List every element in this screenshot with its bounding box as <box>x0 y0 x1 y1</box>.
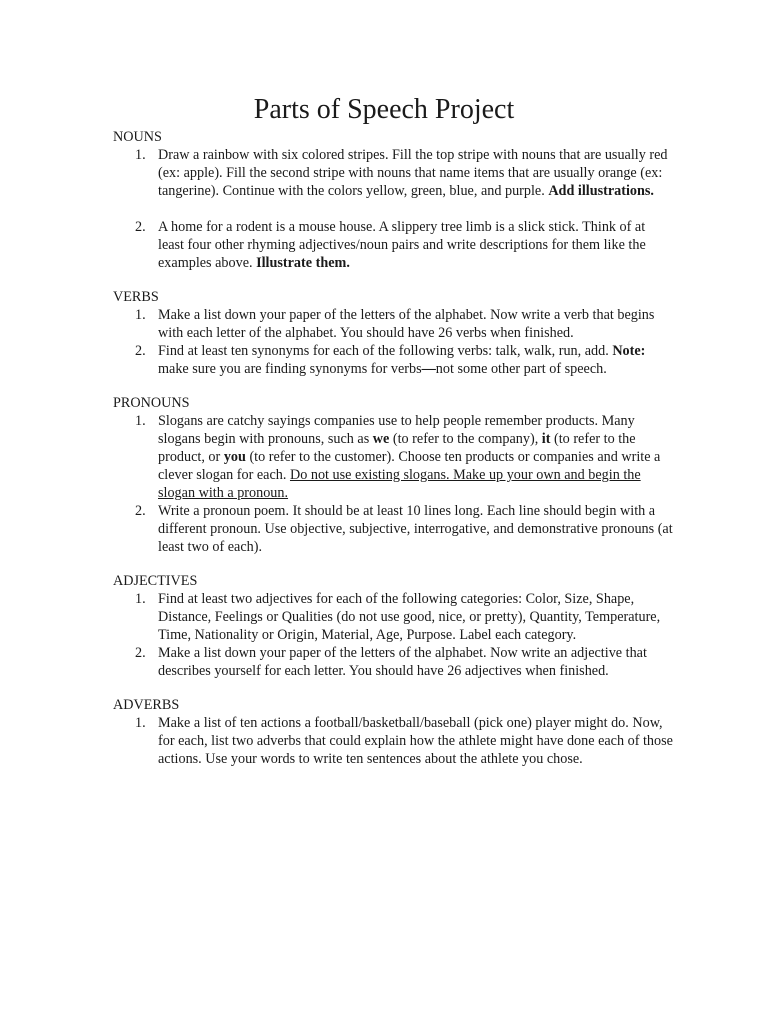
item-text: Find at least ten synonyms for each of the following verbs: talk, walk, run, add. <box>158 343 613 359</box>
list-item <box>113 146 673 200</box>
item-text: (to refer to the company), <box>389 431 542 447</box>
nouns-list <box>113 146 673 272</box>
item-number: 1. <box>135 591 146 607</box>
item-number: 1. <box>135 715 146 731</box>
item-text: Make a list of ten actions a football/basketball/baseball (pick one) player might do. Now, for each, list two adverbs that could explain how the athlete might have done each of those actions. Use your words to write ten sentences about the athlete you chose. <box>158 715 673 767</box>
item-text: Find at least two adjectives for each of the following categories: Color, Size, Shape, Distance, Feelings or Qualities (do not use good, nice, or pretty), Quantity, Temperature, Time, Nationality or Origin, Material, Age, Purpose. Label each category. <box>158 591 661 643</box>
item-text: Draw a rainbow with six colored stripes. Fill the top stripe with nouns that are usually red (ex: apple). Fill the second stripe with nouns that name items that are usually orange (ex: tangerine). Continue with the colors yellow, green, blue, and purple. <box>158 147 668 199</box>
adjectives-list <box>113 590 673 680</box>
item-number: 2. <box>135 645 146 661</box>
item-emphasis: — <box>421 361 436 377</box>
item-underlined-text: Do not use existing slogans. Make up your own and begin the slogan with a pronoun. <box>158 467 641 501</box>
adverbs-list <box>113 714 673 768</box>
item-text: Slogans are catchy sayings companies use to help people remember products. Many slogans begin with pronouns, such as <box>158 413 635 447</box>
item-emphasis: you <box>223 449 246 465</box>
list-item <box>113 412 673 502</box>
list-item <box>113 306 673 342</box>
list-item <box>113 644 673 680</box>
section-heading-adverbs: ADVERBS <box>113 697 180 713</box>
item-emphasis: Note: <box>612 343 646 359</box>
section-verbs <box>113 288 673 378</box>
item-number: 2. <box>135 219 146 235</box>
item-number: 2. <box>135 503 146 519</box>
item-emphasis: we <box>372 431 390 447</box>
item-number: 1. <box>135 413 146 429</box>
section-nouns <box>113 128 673 272</box>
item-emphasis: it <box>541 431 551 447</box>
item-text: A home for a rodent is a mouse house. A slippery tree limb is a slick stick. Think of at least four other rhyming adjectives/noun pairs and write descriptions for them like the examples above. <box>158 219 646 271</box>
item-text: (to refer to the customer). Choose ten products or companies and write a clever slogan for each. <box>158 449 661 483</box>
section-adverbs <box>113 696 673 768</box>
item-text: not some other part of speech. <box>435 361 607 377</box>
list-item <box>113 218 673 272</box>
item-emphasis: Illustrate them. <box>256 255 350 271</box>
list-item <box>113 502 673 556</box>
list-item <box>113 342 673 378</box>
verbs-list <box>113 306 673 378</box>
item-text: Make a list down your paper of the letters of the alphabet. Now write an adjective that describes yourself for each letter. You should have 26 adjectives when finished. <box>158 645 647 679</box>
item-text: (to refer to the product, or <box>158 431 636 465</box>
section-heading-verbs: VERBS <box>113 289 159 305</box>
page-title: Parts of Speech Project <box>253 94 515 125</box>
section-adjectives <box>113 572 673 680</box>
section-heading-nouns: NOUNS <box>113 129 162 145</box>
list-item <box>113 590 673 644</box>
list-item <box>113 714 673 768</box>
item-text: make sure you are finding synonyms for verbs <box>158 361 422 377</box>
document-body <box>113 128 673 784</box>
section-heading-pronouns: PRONOUNS <box>113 395 190 411</box>
item-emphasis: Add illustrations. <box>548 183 654 199</box>
item-number: 1. <box>135 147 146 163</box>
item-text: Make a list down your paper of the letters of the alphabet. Now write a verb that begins with each letter of the alphabet. You should have 26 verbs when finished. <box>158 307 655 341</box>
item-text: Write a pronoun poem. It should be at least 10 lines long. Each line should begin with a different pronoun. Use objective, subjective, interrogative, and demonstrative pronouns (at least two of each). <box>158 503 673 555</box>
section-pronouns <box>113 394 673 556</box>
section-heading-adjectives: ADJECTIVES <box>113 573 198 589</box>
item-number: 2. <box>135 343 146 359</box>
item-number: 1. <box>135 307 146 323</box>
pronouns-list <box>113 412 673 556</box>
